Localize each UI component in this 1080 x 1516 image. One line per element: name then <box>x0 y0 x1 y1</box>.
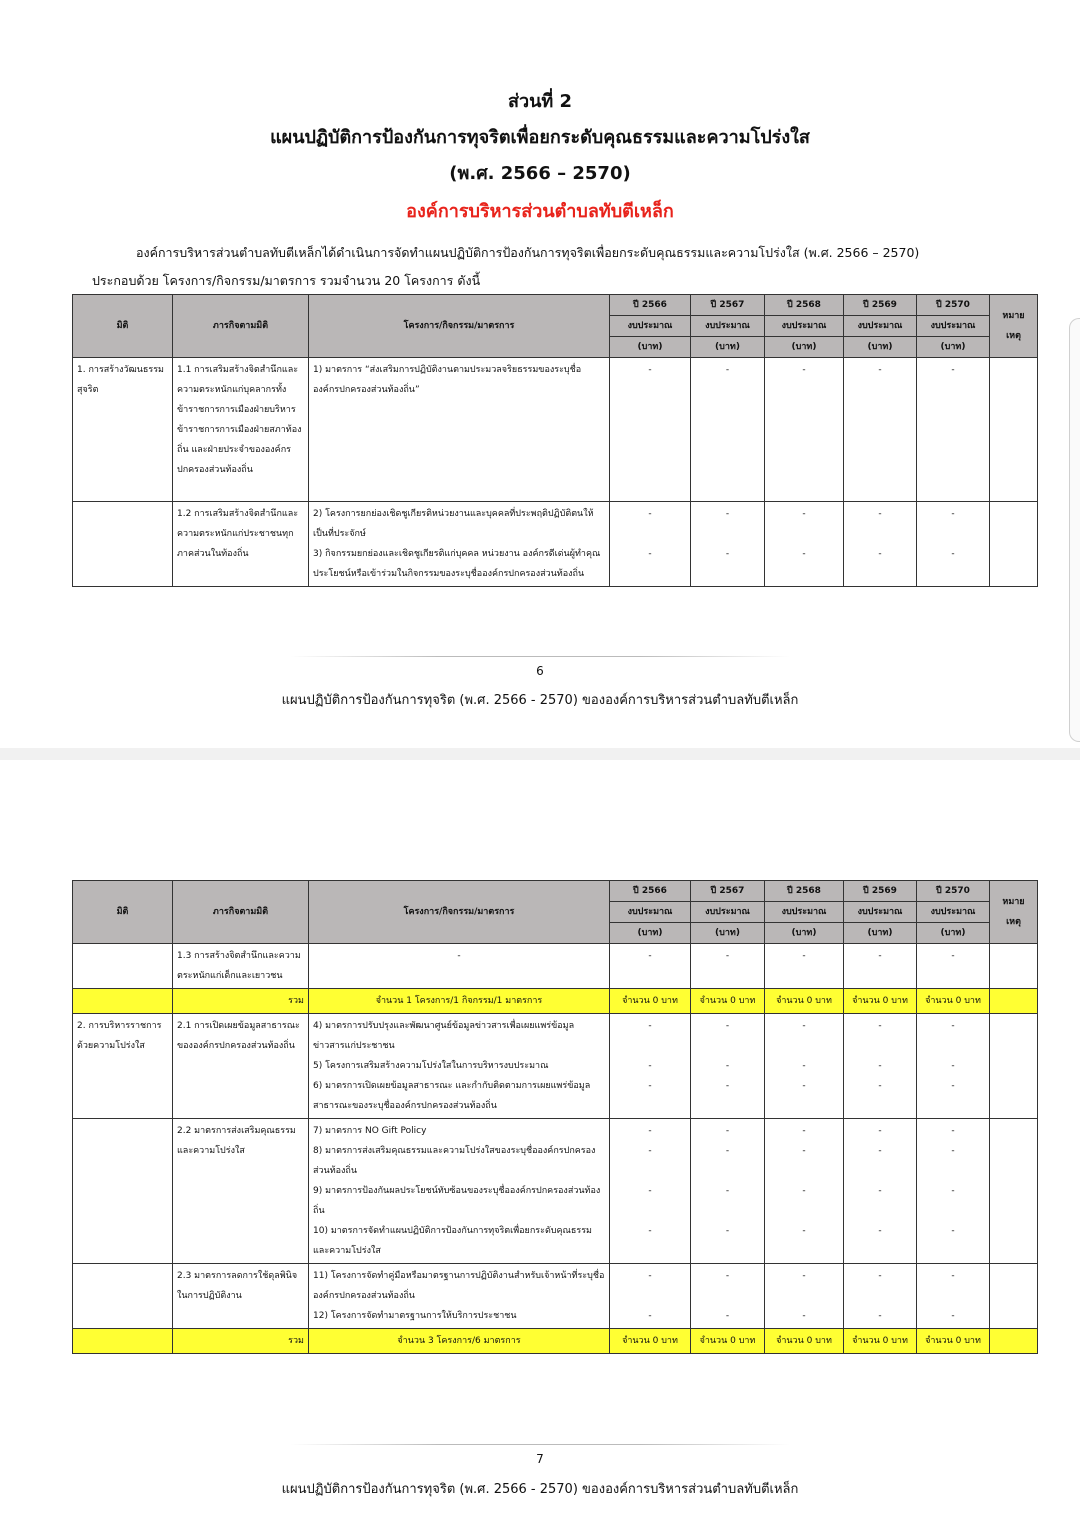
project-cell: 4) มาตรการปรับปรุงและพัฒนาศูนย์ข้อมูลข่าวสารเพื่อเผยแพร่ข้อมูลข่าวสารแก่ประชาชน 5) โครงการเสริมสร้างความโปร่งใสในการบริหารงบประมาณ 6) มาตรการเปิดเผยข้อมูลสาธารณะ และกำกับติดตามการเผยแพร่ข้อมูลสาธารณะของระบุชื่อองค์กรปกครองส่วนท้องถิ่น <box>309 1014 610 1119</box>
header-unit: (บาท) <box>691 337 765 358</box>
dimension-cell <box>73 944 173 989</box>
budget-cell: - <box>765 358 844 502</box>
header-budget: งบประมาณ <box>917 902 990 923</box>
remark-cell <box>990 1264 1038 1329</box>
budget-cell: - - <box>691 1264 765 1329</box>
table-row <box>73 1264 1038 1329</box>
header-unit: (บาท) <box>844 923 917 944</box>
header-unit: (บาท) <box>765 337 844 358</box>
header-year: ปี 2566 <box>610 881 691 902</box>
project-cell: - <box>309 944 610 989</box>
header-budget: งบประมาณ <box>691 902 765 923</box>
page-footer: แผนปฏิบัติการป้องกันการทุจริต (พ.ศ. 2566 - 2570) ขององค์การบริหารส่วนตำบลทับตีเหล็ก <box>281 1482 799 1497</box>
header-year: ปี 2568 <box>765 295 844 316</box>
header-unit: (บาท) <box>691 923 765 944</box>
header-year: ปี 2569 <box>844 295 917 316</box>
budget-cell: - - - - <box>917 1119 990 1264</box>
budget-cell: - <box>691 358 765 502</box>
header-year: ปี 2569 <box>844 881 917 902</box>
summary-amount: จำนวน 0 บาท <box>691 989 765 1014</box>
dimension-cell: 2. การบริหารราชการด้วยความโปร่งใส <box>73 1014 173 1119</box>
summary-label: รวม <box>173 989 309 1014</box>
footer-divider <box>290 656 790 657</box>
dimension-cell <box>73 502 173 587</box>
task-cell: 1.2 การเสริมสร้างจิตสำนึกและความตระหนักแก่ประชาชนทุกภาคส่วนในท้องถิ่น <box>173 502 309 587</box>
table-row <box>73 1014 1038 1119</box>
task-cell: 1.3 การสร้างจิตสำนึกและความตระหนักแก่เด็กและเยาวชน <box>173 944 309 989</box>
header-budget: งบประมาณ <box>844 902 917 923</box>
footer-divider <box>290 1444 790 1445</box>
budget-cell: - <box>610 944 691 989</box>
header-year: ปี 2568 <box>765 881 844 902</box>
remark-cell <box>990 1119 1038 1264</box>
header-budget: งบประมาณ <box>765 902 844 923</box>
header-task: ภารกิจตามมิติ <box>173 881 309 944</box>
budget-cell: - - <box>917 502 990 587</box>
header-year: ปี 2570 <box>917 295 990 316</box>
budget-cell: - <box>917 358 990 502</box>
header-task: ภารกิจตามมิติ <box>173 295 309 358</box>
header-dimension: มิติ <box>73 881 173 944</box>
remark-cell <box>990 1014 1038 1119</box>
document-page-6 <box>0 0 1080 748</box>
summary-amount: จำนวน 0 บาท <box>765 989 844 1014</box>
section-heading: ส่วนที่ 2 <box>507 91 573 112</box>
header-year: ปี 2567 <box>691 881 765 902</box>
table-row <box>73 358 1038 502</box>
table-row <box>73 1119 1038 1264</box>
header-unit: (บาท) <box>765 923 844 944</box>
budget-cell: - - <box>610 1264 691 1329</box>
page-number: 7 <box>536 1452 544 1466</box>
budget-cell: - - <box>765 502 844 587</box>
summary-amount: จำนวน 0 บาท <box>844 1329 917 1354</box>
header-year: ปี 2566 <box>610 295 691 316</box>
header-budget: งบประมาณ <box>765 316 844 337</box>
header-project: โครงการ/กิจกรรม/มาตรการ <box>309 881 610 944</box>
header-budget: งบประมาณ <box>917 316 990 337</box>
plan-title: แผนปฏิบัติการป้องกันการทุจริตเพื่อยกระดับคุณธรรมและความโปร่งใส <box>270 127 810 148</box>
budget-cell: - - - <box>844 1014 917 1119</box>
budget-cell: - <box>844 358 917 502</box>
header-unit: (บาท) <box>610 337 691 358</box>
header-unit: (บาท) <box>844 337 917 358</box>
budget-cell: - - - <box>765 1014 844 1119</box>
header-project: โครงการ/กิจกรรม/มาตรการ <box>309 295 610 358</box>
project-cell: 11) โครงการจัดทำคู่มือหรือมาตรฐานการปฏิบัติงานสำหรับเจ้าหน้าที่ระบุชื่อองค์กรปกครองส่วนท้องถิ่น 12) โครงการจัดทำมาตรฐานการให้บริการประชาชน <box>309 1264 610 1329</box>
header-unit: (บาท) <box>917 337 990 358</box>
budget-cell: - <box>917 944 990 989</box>
header-budget: งบประมาณ <box>610 902 691 923</box>
task-cell: 1.1 การเสริมสร้างจิตสำนึกและความตระหนักแก่บุคลากรทั้งข้าราชการการเมืองฝ่ายบริหาร ข้าราชการการเมืองฝ่ายสภาท้องถิ่น และฝ่ายประจำขององค์กรปกครองส่วนท้องถิ่น <box>173 358 309 502</box>
intro-line-1: องค์การบริหารส่วนตำบลทับตีเหล็กได้ดำเนินการจัดทำแผนปฏิบัติการป้องกันการทุจริตเพื่อยกระดับคุณธรรมและความโปร่งใส (พ.ศ. 2566 – 2570) <box>136 245 920 260</box>
summary-row <box>73 1329 1038 1354</box>
summary-text: จำนวน 1 โครงการ/1 กิจกรรม/1 มาตรการ <box>309 989 610 1014</box>
project-cell: 2) โครงการยกย่องเชิดชูเกียรติหน่วยงานและบุคคลที่ประพฤติปฏิบัติตนให้เป็นที่ประจักษ์ 3) กิจกรรมยกย่องและเชิดชูเกียรติแก่บุคคล หน่วยงาน องค์กรดีเด่นผู้ทำคุณประโยชน์หรือเข้าร่วมในกิจกรรมของระบุชื่อองค์กรปกครองส่วนท้องถิ่น <box>309 502 610 587</box>
budget-cell: - - <box>917 1264 990 1329</box>
budget-cell: - - - <box>917 1014 990 1119</box>
table-row <box>73 944 1038 989</box>
header-budget: งบประมาณ <box>691 316 765 337</box>
summary-label: รวม <box>173 1329 309 1354</box>
summary-amount: จำนวน 0 บาท <box>691 1329 765 1354</box>
budget-cell: - - - <box>691 1014 765 1119</box>
task-cell: 2.1 การเปิดเผยข้อมูลสาธารณะขององค์กรปกครองส่วนท้องถิ่น <box>173 1014 309 1119</box>
header-remark: หมาย เหตุ <box>990 881 1038 944</box>
remark-cell <box>990 944 1038 989</box>
budget-cell: - - <box>691 502 765 587</box>
plan-years: (พ.ศ. 2566 – 2570) <box>449 163 631 184</box>
dimension-cell <box>73 1264 173 1329</box>
budget-cell: - <box>691 944 765 989</box>
dimension-cell: 1. การสร้างวัฒนธรรมสุจริต <box>73 358 173 502</box>
page-footer: แผนปฏิบัติการป้องกันการทุจริต (พ.ศ. 2566 - 2570) ขององค์การบริหารส่วนตำบลทับตีเหล็ก <box>281 693 799 708</box>
header-budget: งบประมาณ <box>844 316 917 337</box>
budget-cell: - - - - <box>610 1119 691 1264</box>
organization-name: องค์การบริหารส่วนตำบลทับตีเหล็ก <box>406 201 674 222</box>
summary-amount: จำนวน 0 บาท <box>610 1329 691 1354</box>
budget-cell: - - - - <box>844 1119 917 1264</box>
budget-cell: - - <box>610 502 691 587</box>
header-unit: (บาท) <box>917 923 990 944</box>
header-dimension: มิติ <box>73 295 173 358</box>
project-cell: 1) มาตรการ “ส่งเสริมการปฏิบัติงานตามประมวลจริยธรรมของระบุชื่อองค์กรปกครองส่วนท้องถิ่น” <box>309 358 610 502</box>
project-cell: 7) มาตรการ NO Gift Policy 8) มาตรการส่งเสริมคุณธรรมและความโปร่งใสของระบุชื่อองค์กรปกครองส่วนท้องถิ่น 9) มาตรการป้องกันผลประโยชน์ทับซ้อนของระบุชื่อองค์กรปกครองส่วนท้องถิ่น 10) มาตรการจัดทำแผนปฏิบัติการป้องกันการทุจริตเพื่อยกระดับคุณธรรมและความโปร่งใส <box>309 1119 610 1264</box>
budget-cell: - - - <box>610 1014 691 1119</box>
document-page-7 <box>0 760 1080 1516</box>
header-year: ปี 2570 <box>917 881 990 902</box>
budget-cell: - - - - <box>765 1119 844 1264</box>
budget-cell: - <box>765 944 844 989</box>
summary-amount: จำนวน 0 บาท <box>765 1329 844 1354</box>
remark-cell <box>990 502 1038 587</box>
header-budget: งบประมาณ <box>610 316 691 337</box>
summary-amount: จำนวน 0 บาท <box>610 989 691 1014</box>
summary-row <box>73 989 1038 1014</box>
header-year: ปี 2567 <box>691 295 765 316</box>
header-unit: (บาท) <box>610 923 691 944</box>
summary-amount: จำนวน 0 บาท <box>917 1329 990 1354</box>
scrollbar[interactable] <box>1069 318 1080 742</box>
task-cell: 2.3 มาตรการลดการใช้ดุลพินิจในการปฏิบัติงาน <box>173 1264 309 1329</box>
summary-text: จำนวน 3 โครงการ/6 มาตรการ <box>309 1329 610 1354</box>
budget-cell: - - <box>844 502 917 587</box>
table-row <box>73 502 1038 587</box>
remark-cell <box>990 358 1038 502</box>
summary-amount: จำนวน 0 บาท <box>917 989 990 1014</box>
dimension-cell <box>73 1119 173 1264</box>
header-remark: หมาย เหตุ <box>990 295 1038 358</box>
page-gap <box>0 748 1080 760</box>
budget-cell: - - - - <box>691 1119 765 1264</box>
budget-cell: - - <box>844 1264 917 1329</box>
page-number: 6 <box>536 664 544 678</box>
plan-table-part1 <box>72 294 1038 587</box>
budget-cell: - - <box>765 1264 844 1329</box>
budget-cell: - <box>610 358 691 502</box>
budget-cell: - <box>844 944 917 989</box>
task-cell: 2.2 มาตรการส่งเสริมคุณธรรมและความโปร่งใส <box>173 1119 309 1264</box>
summary-amount: จำนวน 0 บาท <box>844 989 917 1014</box>
plan-table-part2 <box>72 880 1038 1354</box>
intro-line-2: ประกอบด้วย โครงการ/กิจกรรม/มาตรการ รวมจำนวน 20 โครงการ ดังนี้ <box>92 273 481 288</box>
